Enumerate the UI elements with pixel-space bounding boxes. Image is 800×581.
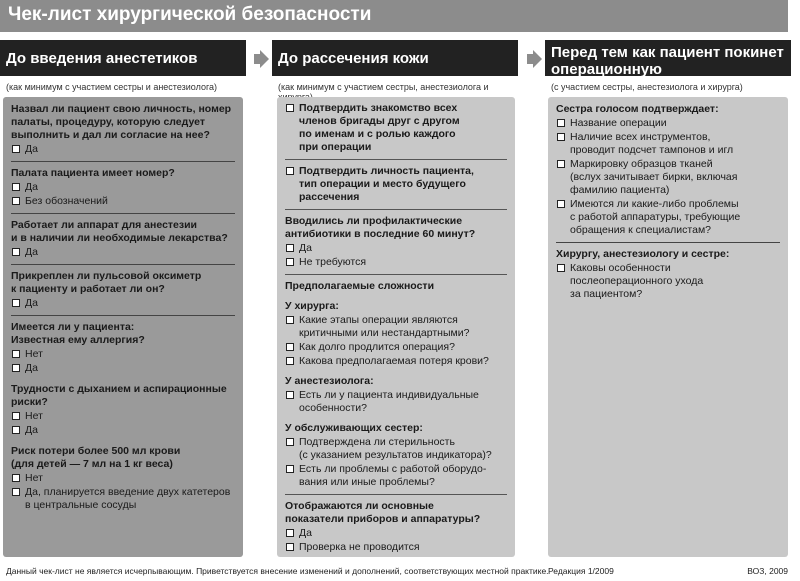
checkbox[interactable] xyxy=(286,357,294,365)
checkbox-option[interactable]: Как долго продлится операция? xyxy=(285,341,507,354)
question-nurse-confirms: Сестра голосом подтверждает: xyxy=(556,103,719,115)
checkbox-option[interactable]: Да xyxy=(285,527,507,540)
column-before-incision xyxy=(272,40,518,96)
footer-copyright: ВОЗ, 2009 xyxy=(747,566,788,576)
checkbox[interactable] xyxy=(286,543,294,551)
column-header: До введения анестетиков xyxy=(0,40,246,76)
question-antibiotics: Вводились ли профилактические антибиотики в последние 60 минут? xyxy=(285,215,476,240)
divider xyxy=(11,213,235,214)
checkbox[interactable] xyxy=(286,167,294,175)
checkbox-option[interactable]: Имеются ли какие-либо проблемы с работой аппаратуры, требующие обращения к специалистам? xyxy=(556,198,780,237)
checkbox[interactable] xyxy=(12,299,20,307)
checkbox-option[interactable]: Есть ли у пациента индивидуальные особенности? xyxy=(285,389,507,415)
checkbox-option[interactable]: Да xyxy=(11,143,235,156)
checkbox-option[interactable]: Подтвердить знакомство всех членов бригады друг с другом по именам и с ролью каждого при операции xyxy=(285,102,507,154)
checkbox-option[interactable]: Да, планируется введение двух катетеров в центральные сосуды xyxy=(11,486,235,512)
checkbox-option[interactable]: Да xyxy=(11,246,235,259)
column-subtitle: (как минимум с участием сестры и анестезиолога) xyxy=(6,82,218,92)
question-identity: Назвал ли пациент свою личность, номер палаты, процедуру, которую следует выполнить и дал ли согласие на нее? xyxy=(11,103,232,141)
checkbox[interactable] xyxy=(286,529,294,537)
column-subtitle: (как минимум с участием сестры, анестезиолога и xyxy=(278,82,489,92)
checkbox-option[interactable]: Не требуются xyxy=(285,256,507,269)
panel-before-anesthesia xyxy=(3,97,243,557)
question-pulse-oximeter: Прикреплен ли пульсовой оксиметр к пациенту и работает ли он? xyxy=(11,270,202,295)
panel-before-incision xyxy=(277,97,515,557)
column-before-anesthesia xyxy=(0,40,246,96)
checkbox[interactable] xyxy=(12,474,20,482)
checkbox[interactable] xyxy=(12,364,20,372)
column-header: Перед тем как пациент покинет операционную xyxy=(545,40,791,76)
divider xyxy=(11,315,235,316)
checkbox-option[interactable]: Какова предполагаемая потеря крови? xyxy=(285,355,507,368)
checkbox-option[interactable]: Наличие всех инструментов, проводит подсчет тампонов и игл xyxy=(556,131,780,157)
subsection-surgeon: У хирурга: xyxy=(285,300,339,312)
subsection-anesthesiologist: У анестезиолога: xyxy=(285,375,374,387)
checkbox[interactable] xyxy=(12,350,20,358)
checkbox[interactable] xyxy=(12,412,20,420)
panel-before-leaving xyxy=(548,97,788,557)
question-team-review: Хирургу, анестезиологу и сестре: xyxy=(556,248,730,260)
column-header: До рассечения кожи xyxy=(272,40,518,76)
checkbox-option[interactable]: Проверка не проводится xyxy=(285,541,507,554)
checkbox[interactable] xyxy=(12,248,20,256)
column-before-leaving xyxy=(545,40,791,96)
checkbox-option[interactable]: Нет xyxy=(11,348,235,361)
checkbox[interactable] xyxy=(286,316,294,324)
checkbox[interactable] xyxy=(12,197,20,205)
checkbox-option[interactable]: Да xyxy=(11,362,235,375)
checkbox[interactable] xyxy=(557,119,565,127)
checkbox-option[interactable]: Да xyxy=(285,242,507,255)
subsection-nurses: У обслуживающих сестер: xyxy=(285,422,423,434)
checkbox[interactable] xyxy=(286,465,294,473)
checkbox[interactable] xyxy=(286,438,294,446)
divider xyxy=(11,161,235,162)
question-blood-loss: Риск потери более 500 мл крови (для детей — 7 мл на 1 кг веса) xyxy=(11,445,181,470)
checkbox[interactable] xyxy=(12,488,20,496)
question-airway: Трудности с дыханием и аспирационные риски? xyxy=(11,383,227,408)
checkbox-option[interactable]: Да xyxy=(11,297,235,310)
checkbox[interactable] xyxy=(12,145,20,153)
checkbox[interactable] xyxy=(12,426,20,434)
checkbox-option[interactable]: Маркировку образцов тканей (вслух зачитывает бирки, включая фамилию пациента) xyxy=(556,158,780,197)
section-expected-complications: Предполагаемые сложности xyxy=(285,280,435,292)
footer-note: Данный чек-лист не является исчерпывающим. Приветствуется внесение изменений и дополнений, соответствующих местной практике. xyxy=(6,566,549,576)
checkbox[interactable] xyxy=(286,244,294,252)
divider xyxy=(11,264,235,265)
checkbox-option[interactable]: Без обозначений xyxy=(11,195,235,208)
checkbox[interactable] xyxy=(12,183,20,191)
divider xyxy=(285,274,507,275)
checkbox-option[interactable]: Нет xyxy=(11,472,235,485)
checkbox[interactable] xyxy=(557,160,565,168)
checkbox[interactable] xyxy=(557,133,565,141)
checkbox[interactable] xyxy=(557,200,565,208)
title-bar xyxy=(0,0,788,32)
question-anesthesia-machine: Работает ли аппарат для анестезии и в наличии ли необходимые лекарства? xyxy=(11,219,228,244)
checkbox[interactable] xyxy=(286,343,294,351)
question-site-marked: Палата пациента имеет номер? xyxy=(11,167,175,179)
arrow-right-icon xyxy=(254,50,268,68)
checkbox-option[interactable]: Да xyxy=(11,424,235,437)
page-title: Чек-лист хирургической безопасности xyxy=(8,4,372,25)
divider xyxy=(285,494,507,495)
divider xyxy=(556,242,780,243)
divider xyxy=(285,209,507,210)
checkbox-option[interactable]: Подтверждена ли стерильность (с указанием результатов индикатора)? xyxy=(285,436,507,462)
checkbox[interactable] xyxy=(557,264,565,272)
question-patient-has: Имеется ли у пациента: Известная ему аллергия? xyxy=(11,321,145,346)
column-subtitle: (с участием сестры, анестезиолога и хирурга) xyxy=(551,82,743,92)
checkbox-option[interactable]: Подтвердить личность пациента, тип операции и место будущего рассечения xyxy=(285,165,507,204)
footer-edition: Редакция 1/2009 xyxy=(548,566,614,576)
checkbox[interactable] xyxy=(286,104,294,112)
checkbox-option[interactable]: Какие этапы операции являются критичными или нестандартными? xyxy=(285,314,507,340)
checkbox-option[interactable]: Каковы особенности послеоперационного ухода за пациентом? xyxy=(556,262,780,301)
checkbox[interactable] xyxy=(286,391,294,399)
checkbox-option[interactable]: Да xyxy=(11,181,235,194)
checkbox-option[interactable]: Есть ли проблемы с работой оборудо- вания или иные проблемы? xyxy=(285,463,507,489)
divider xyxy=(285,159,507,160)
checkbox[interactable] xyxy=(286,258,294,266)
arrow-right-icon xyxy=(527,50,541,68)
question-imaging-displayed: Отображаются ли основные показатели приборов и аппаратуры? xyxy=(285,500,481,525)
checkbox-option[interactable]: Название операции xyxy=(556,117,780,130)
checkbox-option[interactable]: Нет xyxy=(11,410,235,423)
